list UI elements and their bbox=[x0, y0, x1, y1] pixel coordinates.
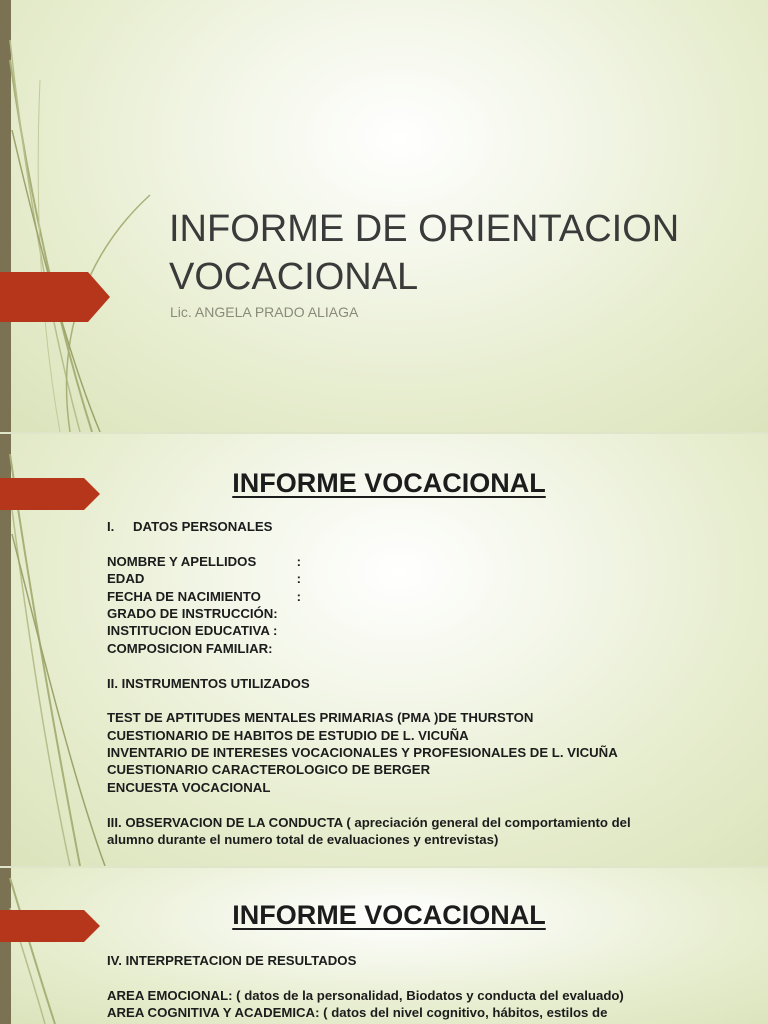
section-title: III. OBSERVACION DE LA CONDUCTA ( apreciación general del comportamiento del bbox=[107, 814, 631, 830]
list-item: TEST DE APTITUDES MENTALES PRIMARIAS (PMA )DE THURSTON bbox=[107, 710, 534, 726]
list-item: INVENTARIO DE INTERESES VOCACIONALES Y PROFESIONALES DE L. VICUÑA bbox=[107, 745, 618, 761]
slide-heading: INFORME VOCACIONAL bbox=[232, 900, 546, 930]
swoosh-decoration bbox=[0, 0, 160, 432]
list-item: ENCUESTA VOCACIONAL bbox=[107, 779, 271, 795]
author-subtitle: Lic. ANGELA PRADO ALIAGA bbox=[170, 304, 359, 320]
accent-tab bbox=[0, 272, 110, 322]
report-slide-2 bbox=[0, 868, 768, 1024]
list-item: CUESTIONARIO DE HABITOS DE ESTUDIO DE L. VICUÑA bbox=[107, 727, 469, 743]
section-title: IV. INTERPRETACION DE RESULTADOS bbox=[107, 953, 357, 968]
field-fecha: FECHA DE NACIMIENTO : bbox=[107, 588, 301, 604]
slide-body bbox=[107, 952, 747, 1022]
section-title: II. INSTRUMENTOS UTILIZADOS bbox=[107, 675, 310, 691]
area-emocional: AREA EMOCIONAL: ( datos de la personalidad, Biodatos y conducta del evaluado) bbox=[107, 987, 624, 1003]
title-slide bbox=[0, 0, 768, 432]
section-text: alumno durante el numero total de evaluaciones y entrevistas) bbox=[107, 832, 499, 848]
field-grado: GRADO DE INSTRUCCIÓN: bbox=[107, 605, 278, 621]
presentation-title: INFORME DE ORIENTACION VOCACIONAL bbox=[169, 208, 680, 298]
report-slide-1 bbox=[0, 434, 768, 866]
list-item: CUESTIONARIO CARACTEROLOGICO DE BERGER bbox=[107, 762, 431, 778]
field-institucion: INSTITUCION EDUCATIVA : bbox=[107, 623, 278, 639]
slide-body bbox=[107, 518, 747, 848]
slide-heading: INFORME VOCACIONAL bbox=[232, 468, 546, 498]
area-cognitiva: AREA COGNITIVA Y ACADEMICA: ( datos del nivel cognitivo, hábitos, estilos de bbox=[107, 1005, 608, 1021]
field-composicion: COMPOSICION FAMILIAR: bbox=[107, 640, 273, 656]
field-nombre: NOMBRE Y APELLIDOS : bbox=[107, 553, 301, 569]
personal-fields bbox=[107, 553, 301, 657]
section-title: I. DATOS PERSONALES bbox=[107, 519, 273, 534]
field-edad: EDAD : bbox=[107, 571, 301, 587]
